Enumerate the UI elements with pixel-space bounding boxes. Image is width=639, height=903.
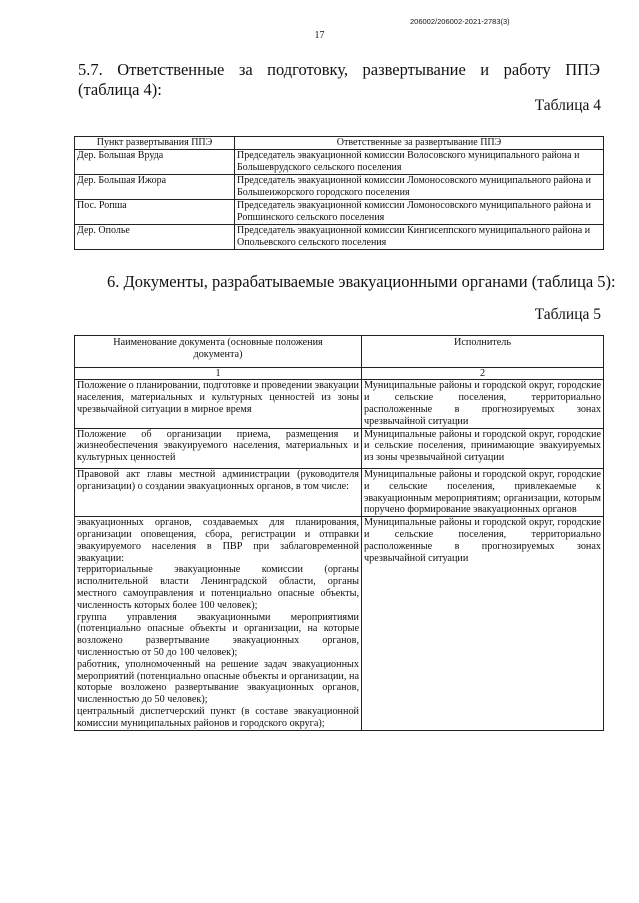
table-5-caption: Таблица 5: [534, 306, 601, 323]
point-cell: Дер. Большая Ижора: [75, 175, 235, 200]
document-id: 206002/206002-2021-2783(3): [410, 17, 510, 26]
document-cell: Положение о планировании, подготовке и проведении эвакуации населения, материальных и культурных ценностей из зоны чрезвычайной ситуации в мирное время: [75, 380, 362, 428]
executor-cell: Муниципальные районы и городской округ, городские и сельские поселения, привлекаемые к эвакуационным мероприятиям; организации, которым поручено формирование эвакуационных органов: [362, 468, 604, 516]
section-6-heading: 6. Документы, разрабатываемые эвакуационными органами (таблица 5):: [107, 272, 616, 291]
table-row: [75, 380, 604, 428]
page-number: 17: [314, 30, 325, 41]
responsible-cell: Председатель эвакуационной комиссии Волосовского муниципального района и Большеврудского сельского поселения: [235, 150, 604, 175]
table-4-caption: Таблица 4: [534, 97, 601, 114]
column-number: 1: [75, 367, 362, 380]
table-header-row: [75, 137, 604, 150]
document-cell: [75, 517, 362, 730]
list-item: эвакуационных органов, создаваемых для планирования, организации оповещения, сбора, регистрации и отправки эвакуируемого населения в ПВР при заблаговременной эвакуации:: [77, 517, 359, 564]
executor-cell: Муниципальные районы и городской округ, городские и сельские поселения, территориально расположенные в прогнозируемых зонах чрезвычайной ситуации: [362, 380, 604, 428]
column-header: Наименование документа (основные положения документа): [75, 336, 362, 368]
executor-cell: Муниципальные районы и городской округ, городские и сельские поселения, территориально расположенные в прогнозируемых зонах чрезвычайной ситуации: [362, 517, 604, 730]
point-cell: Дер. Ополье: [75, 225, 235, 250]
table-5: [74, 335, 604, 731]
list-item: группа управления эвакуационными мероприятиями (потенциально опасные объекты и организации, на которые возложено развертывание эвакуационных органов, численностью от 50 до 100 человек);: [77, 611, 359, 658]
responsible-cell: Председатель эвакуационной комиссии Ломоносовского муниципального района и Ропшинского сельского поселения: [235, 200, 604, 225]
table-row: [75, 517, 604, 730]
column-number: 2: [362, 367, 604, 380]
table-row: [75, 175, 604, 200]
responsible-cell: Председатель эвакуационной комиссии Ломоносовского муниципального района и Большеижорского городского поселения: [235, 175, 604, 200]
table-header-row: [75, 336, 604, 368]
list-item: работник, уполномоченный на решение задач эвакуационных мероприятий (потенциально опасные объекты и организации, на которые возложено развертывание эвакуационных органов, численностью до 50 человек);: [77, 658, 359, 706]
document-cell: Положение об организации приема, размещения и жизнеобеспечения эвакуируемого населения, материальных и культурных ценностей: [75, 428, 362, 468]
column-header: Исполнитель: [362, 336, 604, 368]
table-row: [75, 428, 604, 468]
column-header: Ответственные за развертывание ППЭ: [235, 137, 604, 150]
section-5-7-heading: 5.7. Ответственные за подготовку, развертывание и работу ППЭ: [78, 60, 600, 79]
document-cell: Правовой акт главы местной администрации (руководителя организации) о создании эвакуационных органов, в том числе:: [75, 468, 362, 516]
point-cell: Дер. Большая Вруда: [75, 150, 235, 175]
table-row: [75, 150, 604, 175]
table-row: [75, 468, 604, 516]
table-4: [74, 136, 604, 250]
responsible-cell: Председатель эвакуационной комиссии Кингисеппского муниципального района и Опольевского сельского поселения: [235, 225, 604, 250]
list-item: территориальные эвакуационные комиссии (органы исполнительной власти Ленинградской области, органы местного самоуправления и потенциально опасные объекты, численность которых более 100 человек);: [77, 564, 359, 611]
section-5-7-heading-cont: (таблица 4):: [78, 80, 162, 99]
column-header: Пункт развертывания ППЭ: [75, 137, 235, 150]
point-cell: Пос. Ропша: [75, 200, 235, 225]
executor-cell: Муниципальные районы и городской округ, городские и сельские поселения, принимающие эвакуируемых из зоны чрезвычайной ситуации: [362, 428, 604, 468]
table-row: [75, 200, 604, 225]
list-item: центральный диспетчерский пункт (в составе эвакуационной комиссии муниципальных районов и городского округа);: [77, 705, 359, 729]
column-number-row: [75, 367, 604, 380]
table-row: [75, 225, 604, 250]
